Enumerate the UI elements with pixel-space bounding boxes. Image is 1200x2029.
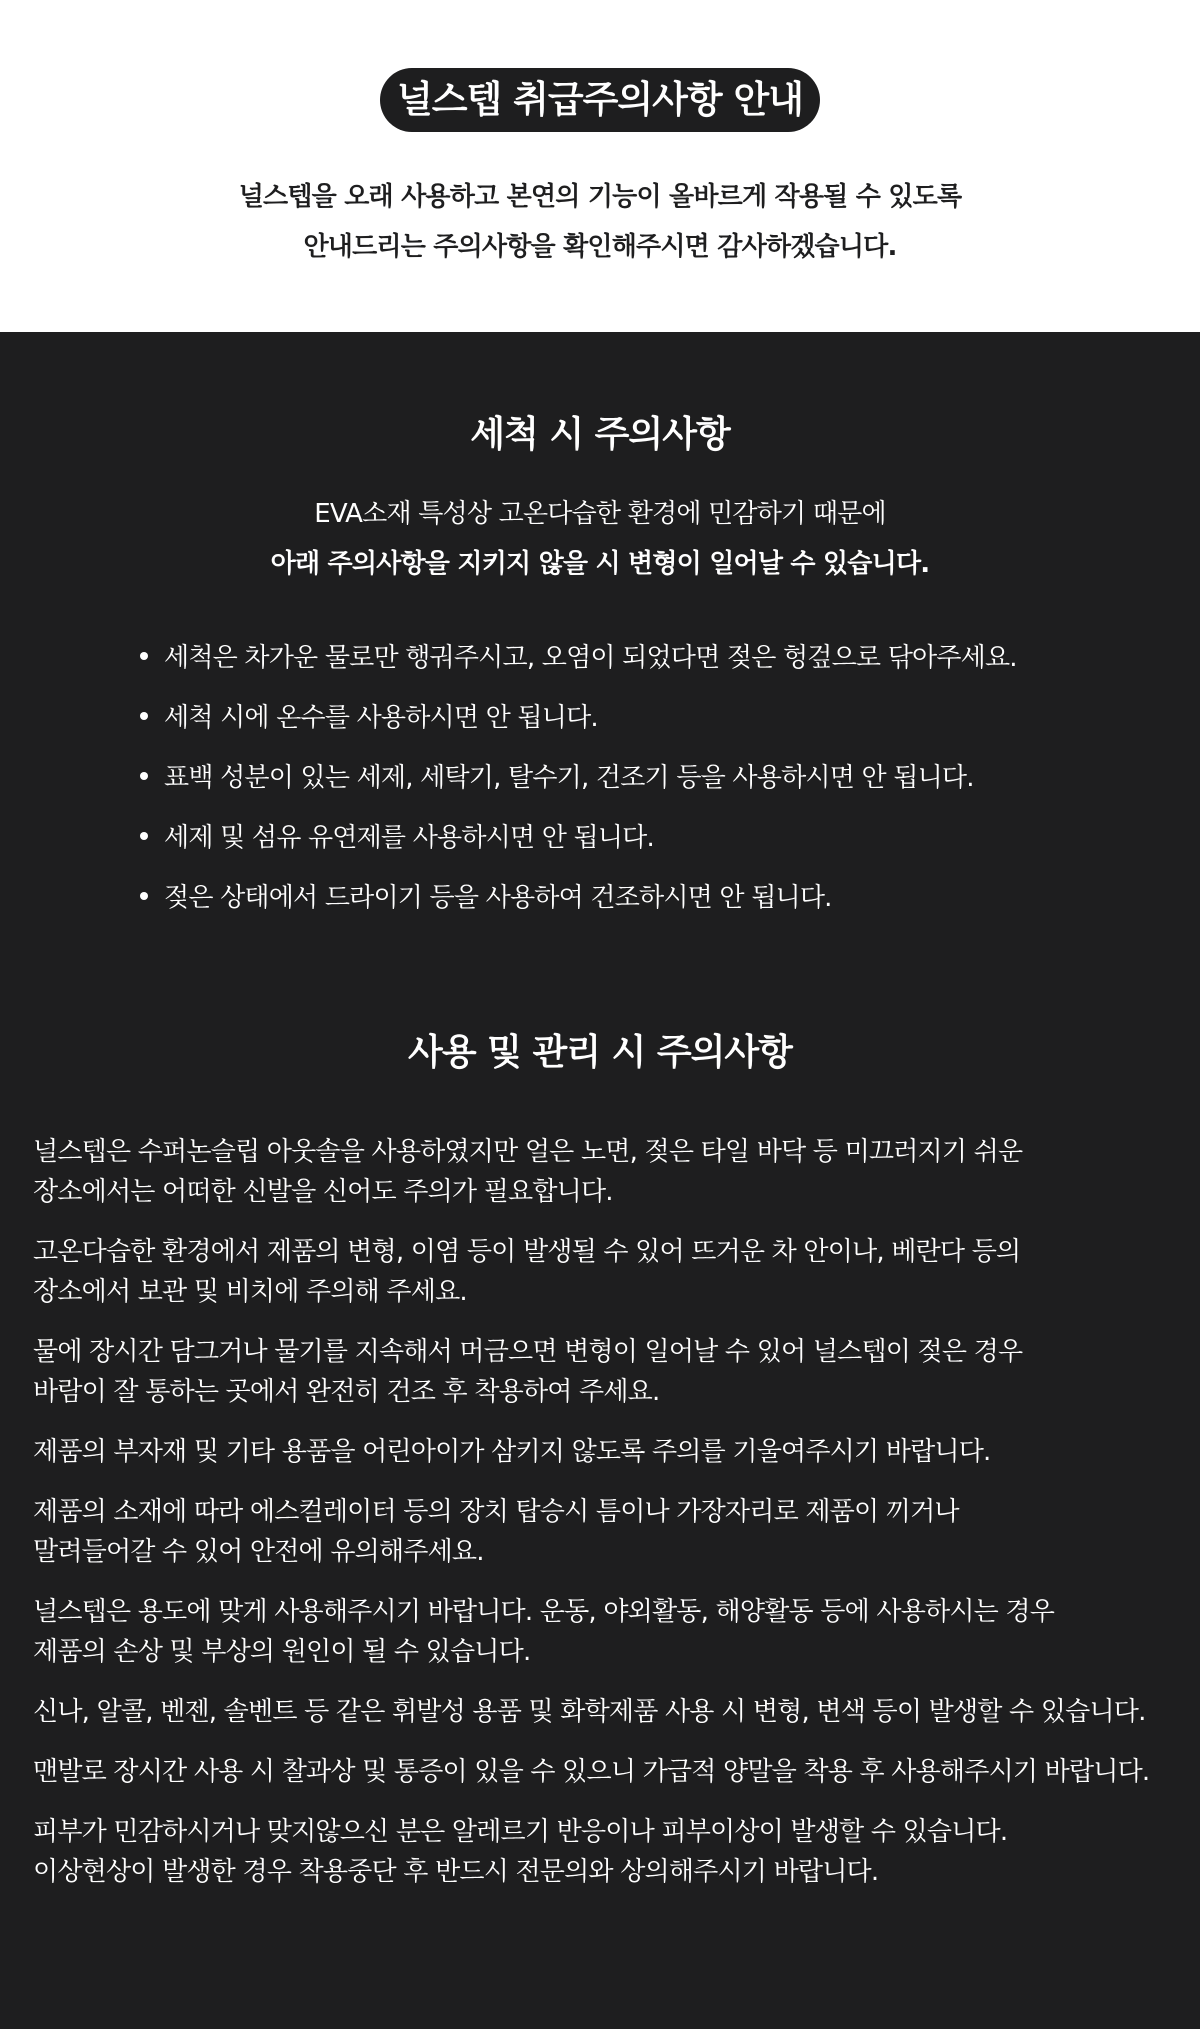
- washing-item: [140, 818, 654, 858]
- usage-paragraph: [33, 1332, 1022, 1412]
- usage-line: 이상현상이 발생한 경우 착용중단 후 반드시 전문의와 상의해주시기 바랍니다.: [33, 1857, 879, 1887]
- usage-line: 맨발로 장시간 사용 시 찰과상 및 통증이 있을 수 있으니 가급적 양말을 착용 후 사용해주시기 바랍니다.: [33, 1757, 1150, 1787]
- usage-line: 제품의 소재에 따라 에스컬레이터 등의 장치 탑승시 틈이나 가장자리로 제품이 끼거나: [33, 1497, 959, 1527]
- washing-intro-line-2: 아래 주의사항을 지키지 않을 시 변형이 일어날 수 있습니다.: [270, 549, 930, 579]
- usage-line: 물에 장시간 담그거나 물기를 지속해서 머금으면 변형이 일어날 수 있어 널스텝이 젖은 경우: [33, 1337, 1023, 1367]
- washing-item-text: 표백 성분이 있는 세제, 세탁기, 탈수기, 건조기 등을 사용하시면 안 됩니다.: [164, 763, 974, 793]
- usage-line: 널스텝은 용도에 맞게 사용해주시기 바랍니다. 운동, 야외활동, 해양활동 등에 사용하시는 경우: [33, 1597, 1055, 1627]
- bullet-dot: [140, 832, 148, 840]
- usage-paragraph: [33, 1692, 1146, 1732]
- bullet-dot: [140, 772, 148, 780]
- usage-paragraph: [33, 1812, 1007, 1892]
- usage-line: 장소에서는 어떠한 신발을 신어도 주의가 필요합니다.: [33, 1177, 613, 1207]
- usage-paragraph: [33, 1592, 1054, 1672]
- washing-intro-line-1: EVA소재 특성상 고온다습한 환경에 민감하기 때문에: [314, 499, 886, 529]
- usage-line: 신나, 알콜, 벤젠, 솔벤트 등 같은 휘발성 용품 및 화학제품 사용 시 변형, 변색 등이 발생할 수 있습니다.: [33, 1697, 1146, 1727]
- washing-item-text: 세척은 차가운 물로만 행궈주시고, 오염이 되었다면 젖은 헝겊으로 닦아주세요.: [164, 643, 1017, 673]
- usage-line: 피부가 민감하시거나 맞지않으신 분은 알레르기 반응이나 피부이상이 발생할 수 있습니다.: [33, 1817, 1008, 1847]
- usage-paragraph: [33, 1132, 1022, 1212]
- usage-line: 말려들어갈 수 있어 안전에 유의해주세요.: [33, 1537, 484, 1567]
- bullet-dot: [140, 892, 148, 900]
- usage-line: 바람이 잘 통하는 곳에서 완전히 건조 후 착용하여 주세요.: [33, 1377, 660, 1407]
- bullet-dot: [140, 652, 148, 660]
- page-title: 널스텝 취급주의사항 안내: [380, 68, 820, 132]
- usage-paragraph: [33, 1232, 1020, 1312]
- washing-item: [140, 638, 1017, 678]
- precautions-section: [0, 332, 1200, 2029]
- washing-item-text: 세제 및 섬유 유연제를 사용하시면 안 됩니다.: [164, 823, 654, 853]
- usage-line: 제품의 부자재 및 기타 용품을 어린아이가 삼키지 않도록 주의를 기울여주시기 바랍니다.: [33, 1437, 991, 1467]
- usage-paragraph: [33, 1432, 991, 1472]
- washing-item: [140, 758, 974, 798]
- washing-item-text: 세척 시에 온수를 사용하시면 안 됩니다.: [164, 703, 598, 733]
- washing-title: 세척 시 주의사항: [470, 414, 730, 455]
- intro-section: [0, 0, 1200, 332]
- usage-title: 사용 및 관리 시 주의사항: [408, 1032, 792, 1073]
- usage-paragraph: [33, 1492, 959, 1572]
- intro-line-1: 널스텝을 오래 사용하고 본연의 기능이 올바르게 작용될 수 있도록: [238, 182, 962, 212]
- washing-item: [140, 878, 832, 918]
- usage-line: 장소에서 보관 및 비치에 주의해 주세요.: [33, 1277, 467, 1307]
- washing-item-text: 젖은 상태에서 드라이기 등을 사용하여 건조하시면 안 됩니다.: [164, 883, 832, 913]
- intro-line-2: 안내드리는 주의사항을 확인해주시면 감사하겠습니다.: [303, 232, 897, 262]
- bullet-dot: [140, 712, 148, 720]
- usage-line: 널스텝은 수퍼논슬립 아웃솔을 사용하였지만 얼은 노면, 젖은 타일 바닥 등 미끄러지기 쉬운: [33, 1137, 1023, 1167]
- usage-line: 고온다습한 환경에서 제품의 변형, 이염 등이 발생될 수 있어 뜨거운 차 안이나, 베란다 등의: [33, 1237, 1021, 1267]
- usage-line: 제품의 손상 및 부상의 원인이 될 수 있습니다.: [33, 1637, 531, 1667]
- washing-item: [140, 698, 598, 738]
- usage-paragraph: [33, 1752, 1149, 1792]
